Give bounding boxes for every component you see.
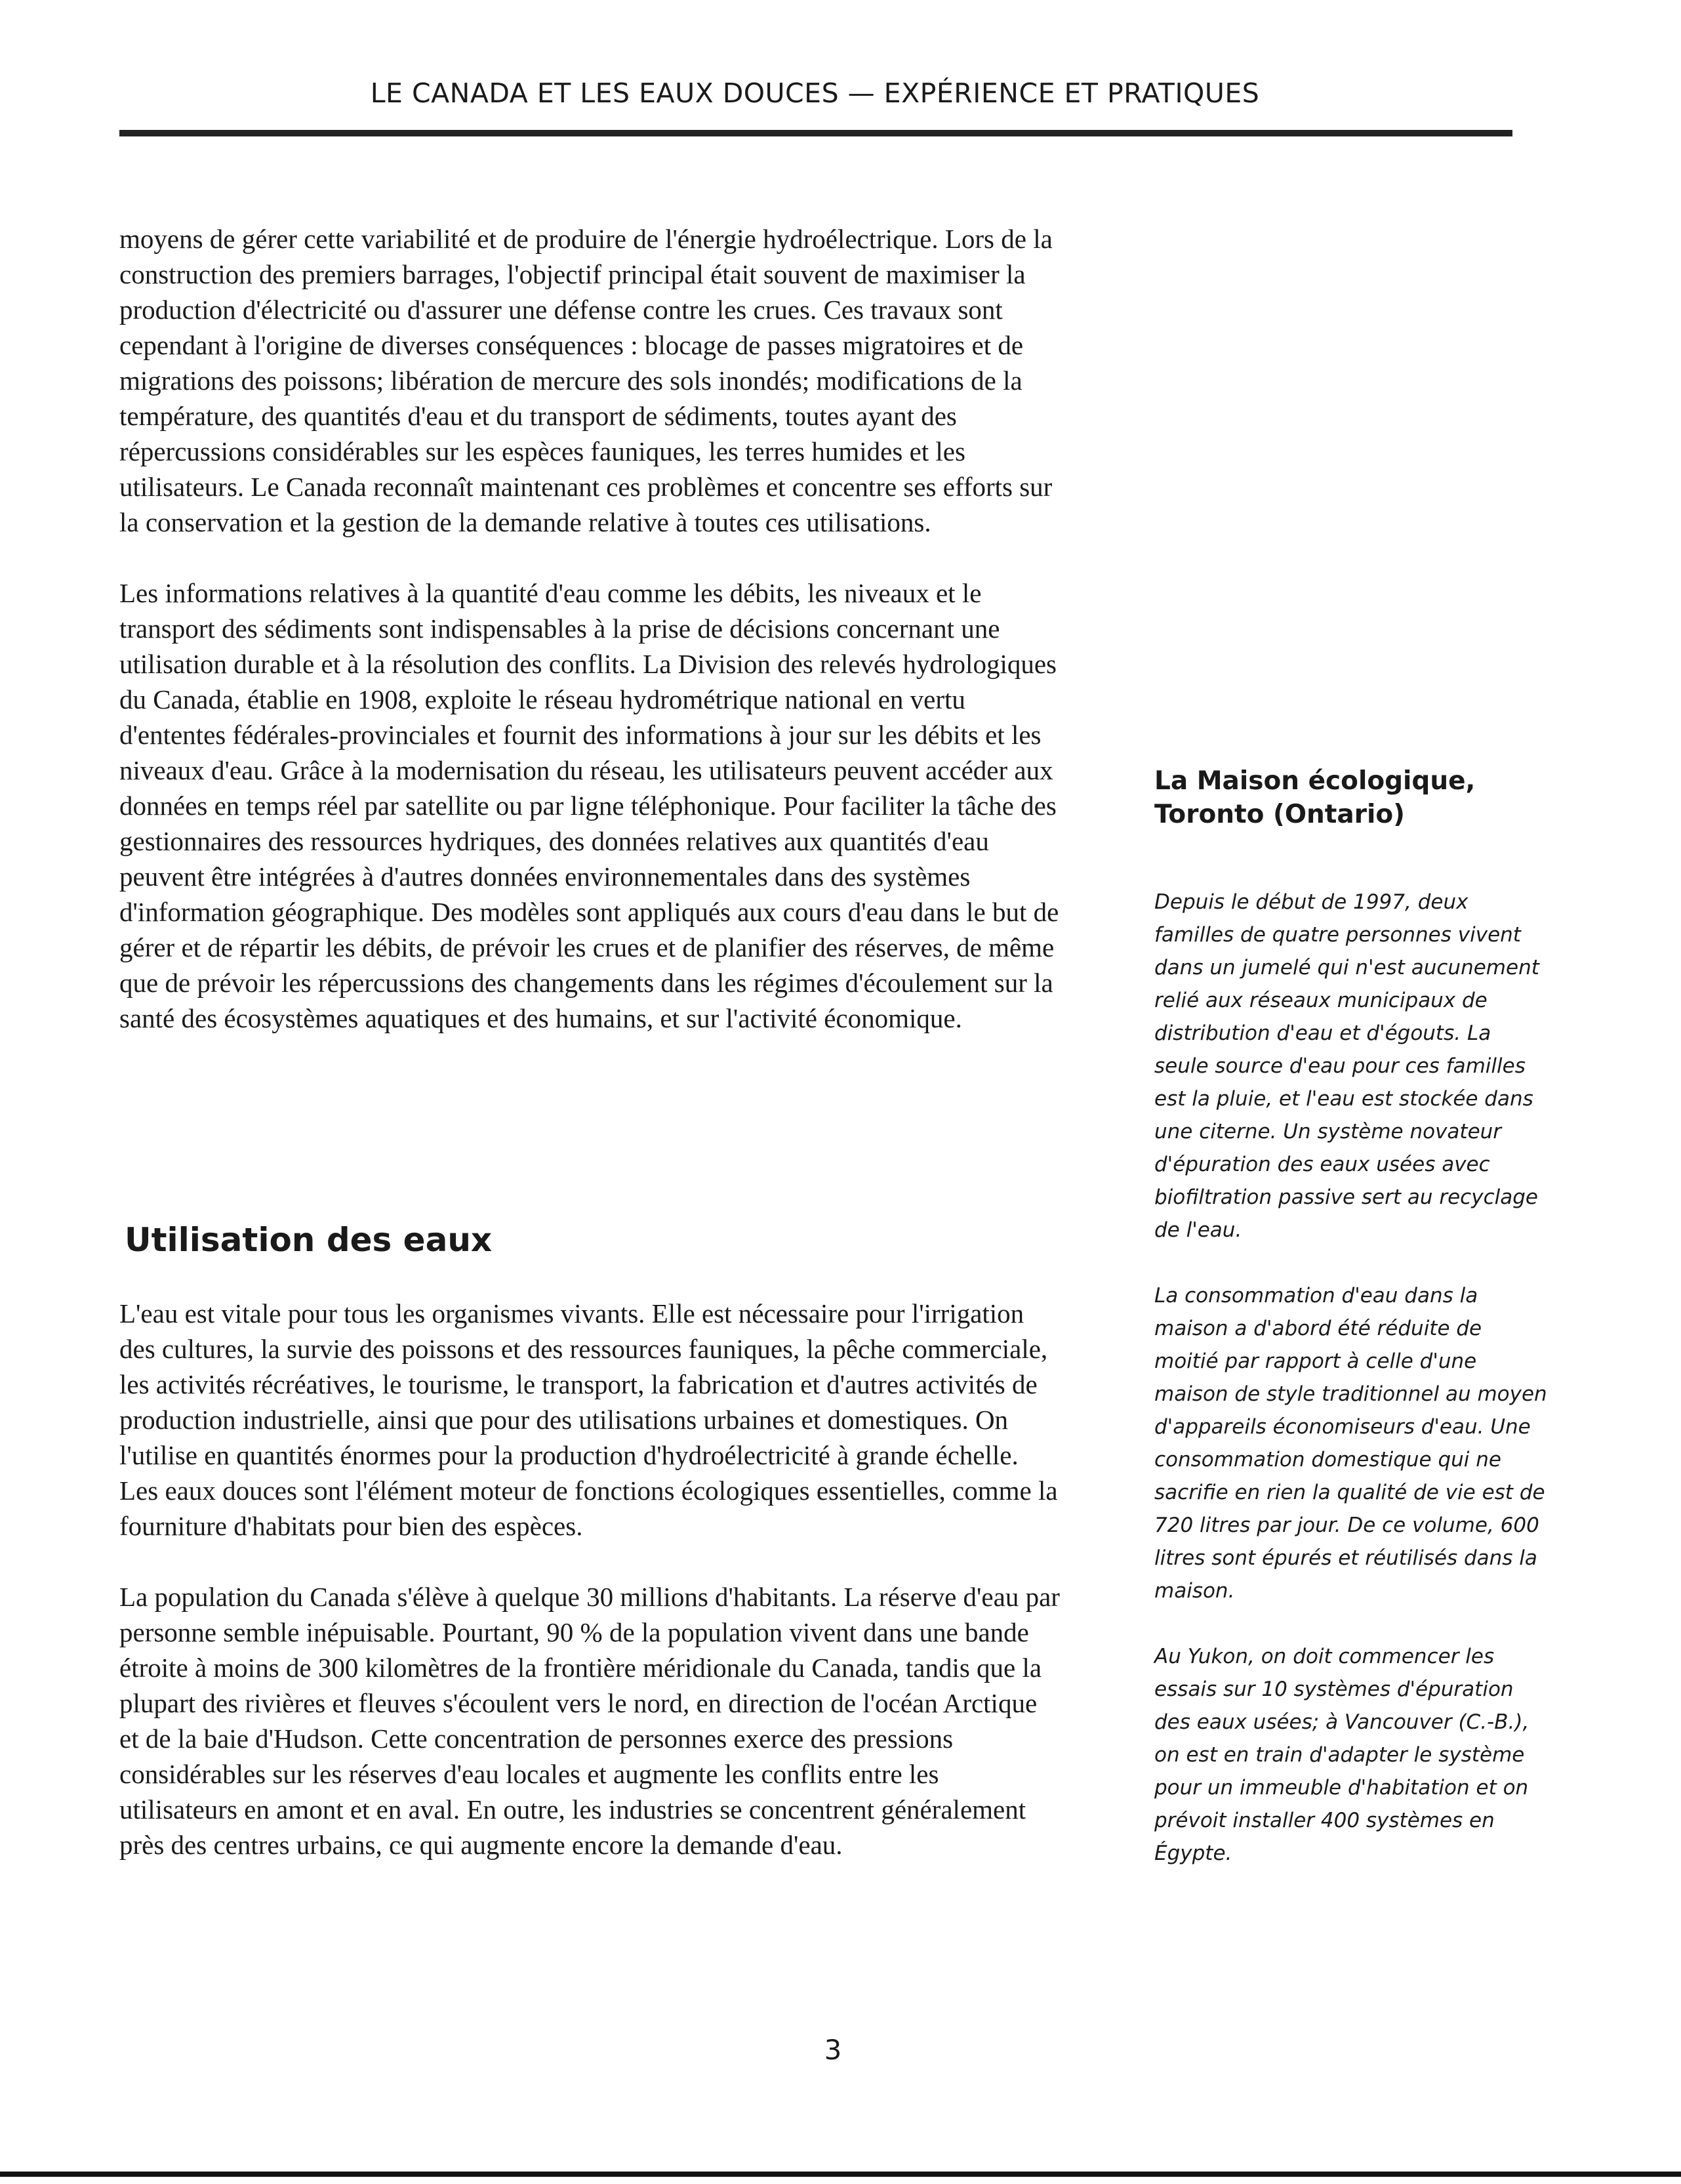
sidebar-paragraph: Depuis le début de 1997, deux familles de quatre personnes vivent dans un jumelé qui n'est aucunement relié aux réseaux municipaux de distribution d'eau et d'égouts. La seule source d'eau pour ces familles est la pluie, et l'eau est stockée dans une citerne. Un système novateur d'épuration des eaux usées avec biofiltration passive sert au recyclage de l'eau.: [1154, 890, 1539, 1242]
bottom-rule: [0, 2172, 1681, 2177]
sidebar-paragraph: La consommation d'eau dans la maison a d'abord été réduite de moitié par rapport à celle d'une maison de style traditionnel au moyen d'appareils économiseurs d'eau. Une consommation domestique qui ne sacrifie en rien la qualité de vie est de 720 litres par jour. De ce volume, 600 litres sont épurés et réutilisés dans la maison.: [1154, 1284, 1547, 1603]
body-paragraph: La population du Canada s'élève à quelque 30 millions d'habitants. La réserve d'eau par personne semble inépuisable. Pourtant, 90 % de la population vivent dans une bande étroite à moins de 300 kilomètres de la frontière méridionale du Canada, tandis que la plupart des rivières et fleuves s'écoulent vers le nord, en direction de l'océan Arctique et de la baie d'Hudson. Cette concentration de personnes exerce des pressions considérables sur les réserves d'eau locales et augmente les conflits entre les utilisateurs en amont et en aval. En outre, les industries se concentrent généralement près des centres urbains, ce qui augmente encore la demande d'eau.: [119, 1582, 1060, 1860]
body-paragraph: Les informations relatives à la quantité d'eau comme les débits, les niveaux et le transport des sédiments sont indispensables à la prise de décisions concernant une utilisation durable et à la résolution des conflits. La Division des relevés hydrologiques du Canada, établie en 1908, exploite le réseau hydrométrique national en vertu d'ententes fédérales-provinciales et fournit des informations à jour sur les débits et les niveaux d'eau. Grâce à la modernisation du réseau, les utilisateurs peuvent accéder aux données en temps réel par satellite ou par ligne téléphonique. Pour faciliter la tâche des gestionnaires des ressources hydriques, des données relatives aux quantités d'eau peuvent être intégrées à d'autres données environnementales dans des systèmes d'information géographique. Des modèles sont appliqués aux cours d'eau dans le but de gérer et de répartir les débits, de prévoir les crues et de planifier des réserves, de même que de prévoir les répercussions des changements dans les régimes d'écoulement sur la santé des écosystèmes aquatiques et des humains, et sur l'activité économique.: [119, 578, 1059, 1033]
sidebar-paragraph: Au Yukon, on doit commencer les essais sur 10 systèmes d'épuration des eaux usées; à Vancouver (C.-B.), on est en train d'adapter le système pour un immeuble d'habitation et on prévoit installer 400 systèmes en Égypte.: [1154, 1645, 1529, 1865]
body-paragraph: moyens de gérer cette variabilité et de produire de l'énergie hydroélectrique. Lors de la construction des premiers barrages, l'objectif principal était souvent de maximiser la production d'électricité ou d'assurer une défense contre les crues. Ces travaux sont cependant à l'origine de diverses conséquences : blocage de passes migratoires et de migrations des poissons; libération de mercure des sols inondés; modifications de la température, des quantités d'eau et du transport de sédiments, toutes ayant des répercussions considérables sur les espèces fauniques, les terres humides et les utilisateurs. Le Canada reconnaît maintenant ces problèmes et concentre ses efforts sur la conservation et la gestion de la demande relative à toutes ces utilisations.: [119, 224, 1053, 537]
main-text-top: [119, 221, 1061, 1036]
section-heading: Utilisation des eaux: [125, 1221, 493, 1259]
body-paragraph: L'eau est vitale pour tous les organismes vivants. Elle est nécessaire pour l'irrigation des cultures, la survie des poissons et des ressources fauniques, la pêche commerciale, les activités récréatives, le tourisme, le transport, la fabrication et d'autres activités de production industrielle, ainsi que pour des utilisations urbaines et domestiques. On l'utilise en quantités énormes pour la production d'hydroélectricité à grande échelle. Les eaux douces sont l'élément moteur de fonctions écologiques essentielles, comme la fourniture d'habitats pour bien des espèces.: [119, 1298, 1058, 1541]
sidebar-box: [1154, 764, 1548, 1870]
sidebar-body: [1154, 886, 1548, 1870]
main-text-bottom: [119, 1296, 1061, 1863]
running-header: LE CANADA ET LES EAUX DOUCES — EXPÉRIENCE ET PRATIQUES: [370, 77, 1260, 109]
sidebar-title: La Maison écologique, Toronto (Ontario): [1154, 766, 1476, 829]
page-number: 3: [824, 2034, 842, 2066]
header-rule: [119, 130, 1512, 136]
